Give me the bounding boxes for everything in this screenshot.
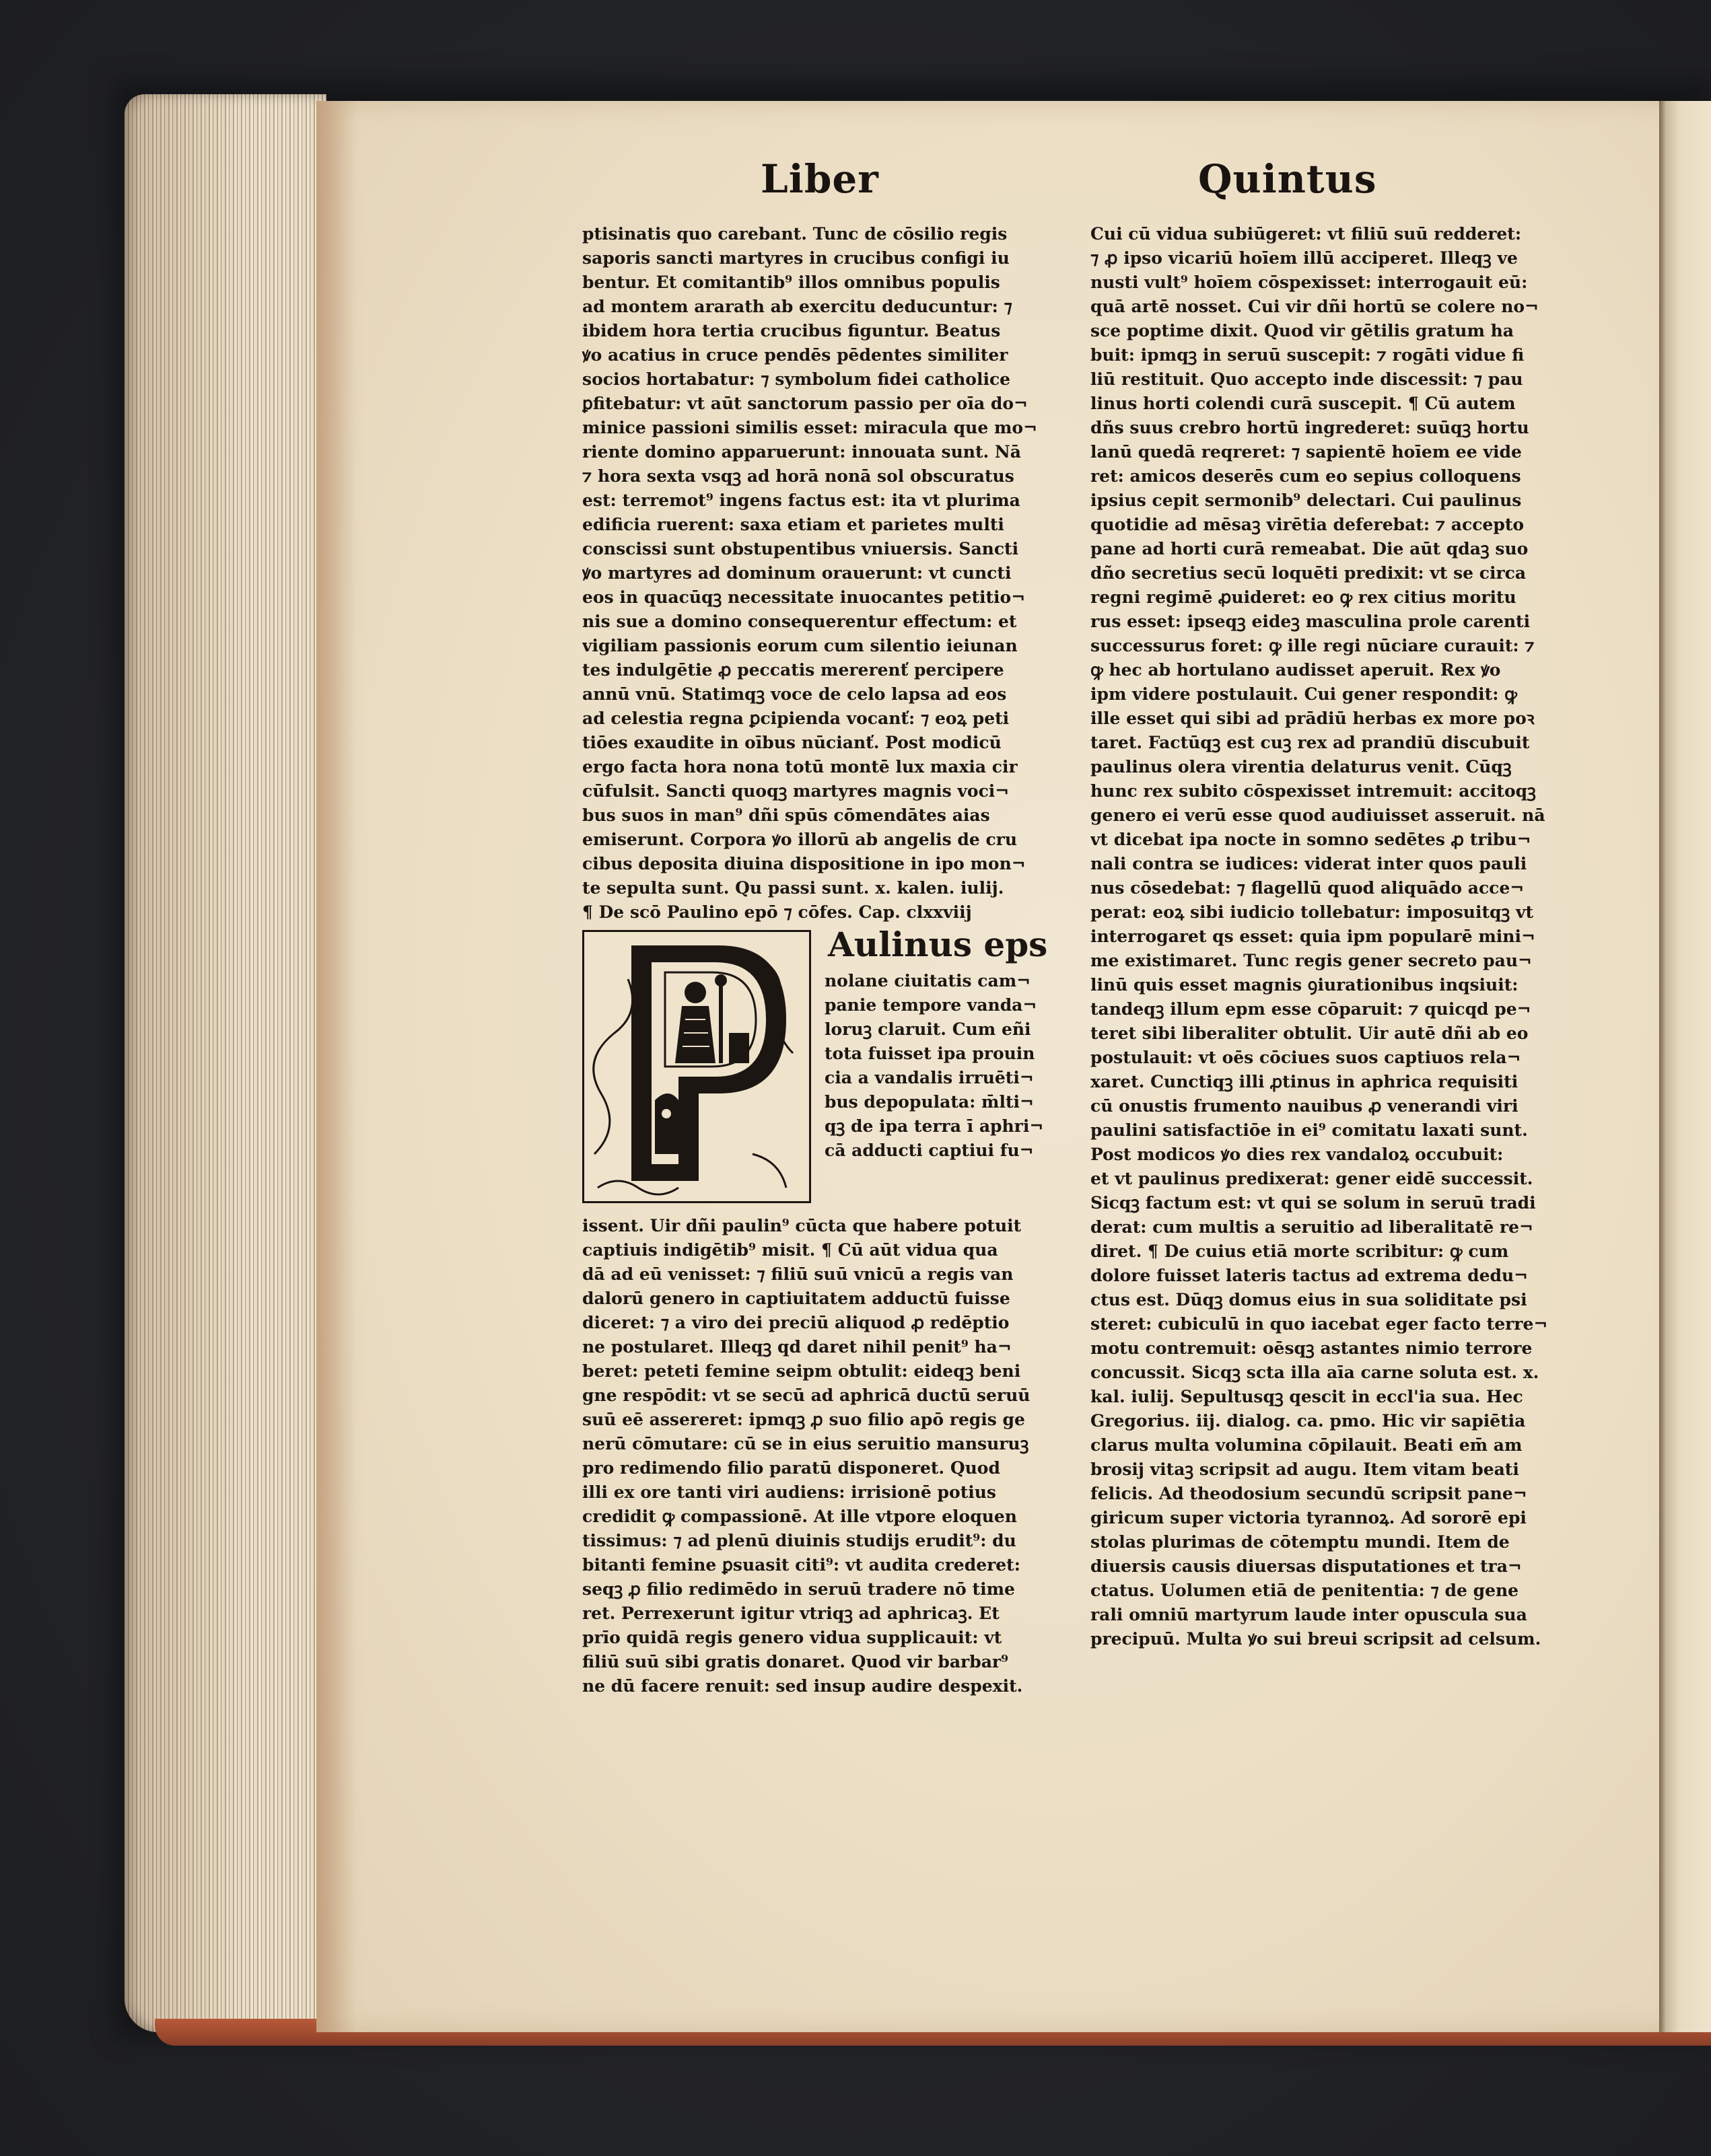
text-line: te sepulta sunt. Qu passi sunt. x. kalen. iulij. [582, 878, 1004, 898]
text-line: precipuū. Multa ꝟo sui breui scripsit ad celsum. [1090, 1629, 1541, 1649]
text-line: gne respōdit: vt se secū ad aphricā ductū seruū [582, 1386, 1031, 1405]
text-line: tiōes exaudite in oībus nūcianť. Post modicū [582, 733, 1002, 752]
text-line: beret: peteti femine seipm obtulit: eideqꝫ beni [582, 1361, 1021, 1381]
text-line: riente domino apparuerunt: innouata sunt. Nā [582, 442, 1021, 462]
text-line: edificia ruerent: saxa etiam et parietes multi [582, 515, 1004, 534]
text-line: bitanti femine ꝑsuasit citi⁹: vt audita crederet: [582, 1555, 1020, 1575]
text-line: motu contremuit: oēsqꝫ astantes nimio terrore [1090, 1338, 1533, 1358]
text-line: linū quis esset magnis ꝯiurationibus inqsiuit: [1090, 975, 1518, 995]
right-text-column [1090, 222, 1615, 1651]
text-line: filiū suū sibi gratis donaret. Quod vir barbar⁹ [582, 1652, 1009, 1672]
text-line: cibus deposita diuina dispositione in ipo mon¬ [582, 854, 1026, 873]
text-line: cā adducti captiui fu¬ [825, 1141, 1034, 1160]
text-line: diceret: ⁊ a viro dei preciū aliquod ꝓ redēptio [582, 1313, 1010, 1332]
text-line: brosij vitaꝫ scripsit ad augu. Item vitam beati [1090, 1460, 1519, 1479]
text-line: emiserunt. Corpora ꝟo illorū ab angelis de cru [582, 830, 1018, 849]
text-line: tota fuisset ipa prouin [825, 1044, 1035, 1063]
text-line: credidit ꝙ compassionē. At ille vtpore eloquen [582, 1507, 1017, 1526]
text-line: ille esset qui sibi ad prādiū herbas ex more poꝛ [1090, 709, 1535, 728]
text-line: diret. ¶ De cuius etiā morte scribitur: ꝙ cum [1090, 1242, 1509, 1261]
text-line: clarus multa volumina cōpilauit. Beati em̄ am [1090, 1435, 1523, 1455]
text-line: rus esset: ipseqꝫ eideꝫ masculina prole carenti [1090, 612, 1531, 631]
text-line: perat: eoꝝ sibi iudicio tollebatur: imposuitqꝫ vt [1090, 902, 1534, 922]
text-line: ctus est. Dūqꝫ domus eius in sua soliditate psi [1090, 1290, 1527, 1309]
text-line: linus horti colendi curā suscepit. ¶ Cū autem [1090, 394, 1516, 413]
text-line: et vt paulinus predixerat: gener eidē successit. [1090, 1169, 1533, 1188]
text-line: interrogaret qs esset: quia ipm popularē mini¬ [1090, 927, 1535, 946]
text-line: diuersis causis diuersas disputationes et tra¬ [1090, 1556, 1522, 1576]
text-line: nus cōsedebat: ⁊ flagellū quod aliquādo acce¬ [1090, 878, 1525, 898]
text-line: ꝑfitebatur: vt aūt sanctorum passio per oīa do¬ [582, 394, 1028, 413]
text-line: nis sue a domino consequerentur effectum: et [582, 612, 1017, 631]
text-line: ⁊ ꝓ ipso vicariū hoīem illū acciperet. Illeqꝫ ve [1090, 248, 1518, 268]
text-line: bus depopulata: m̄lti¬ [825, 1092, 1034, 1112]
chapter-opening-words: Aulinus eps [828, 925, 1048, 964]
text-line: sce poptime dixit. Quod vir gētilis gratum ha [1090, 321, 1514, 340]
text-line: dolore fuisset lateris tactus ad extrema dedu¬ [1090, 1266, 1529, 1285]
text-line: rali omniū martyrum laude inter opuscula sua [1090, 1605, 1527, 1624]
text-line: ret: amicos deserēs cum eo sepius colloquens [1090, 466, 1521, 486]
text-line: hunc rex subito cōspexisset intremuit: accitoqꝫ [1090, 781, 1536, 801]
text-line: ctatus. Uolumen etiā de penitentia: ⁊ de gene [1090, 1581, 1519, 1600]
text-line: steret: cubiculū in quo iacebat eger facto terre¬ [1090, 1314, 1548, 1334]
text-line: dā ad eū venisset: ⁊ filiū suū vnicū a regis van [582, 1264, 1014, 1284]
text-line: Gregorius. iij. dialog. ca. pmo. Hic vir sapiētia [1090, 1411, 1526, 1431]
text-line: kal. iulij. Sepultusqꝫ qescit in eccl'ia sua. Hec [1090, 1387, 1523, 1406]
text-line: pro redimendo filio paratū disponeret. Quod [582, 1458, 1000, 1478]
text-line: cūfulsit. Sancti quoqꝫ martyres magnis voci¬ [582, 781, 1010, 801]
text-line: saporis sancti martyres in crucibus configi iu [582, 248, 1010, 268]
text-line: postulauit: vt oēs cōciues suos captiuos rela¬ [1090, 1048, 1521, 1067]
text-line: annū vnū. Statimqꝫ voce de celo lapsa ad eos [582, 684, 1007, 704]
text-line: xaret. Cunctiqꝫ illi ꝓtinus in aphrica requisiti [1090, 1072, 1518, 1091]
text-line: qꝫ de ipa terra ī aphri¬ [825, 1116, 1044, 1136]
book-fore-edge [125, 94, 326, 2032]
text-line: paulinus olera virentia delaturus venit. Cūqꝫ [1090, 757, 1512, 777]
text-line: Post modicos ꝟo dies rex vandaloꝝ occubuit: [1090, 1145, 1504, 1164]
text-line: successurus foret: ꝙ ille regi nūciare curauit: ⁊ [1090, 636, 1535, 655]
text-line: seqꝫ ꝓ filio redimēdo in seruū tradere nō time [582, 1579, 1015, 1599]
text-line: giricum super victoria tyrannoꝝ. Ad sororē epi [1090, 1508, 1527, 1528]
text-line: minice passioni similis esset: miracula que mo¬ [582, 418, 1038, 437]
text-line: dñs suus crebro hortū ingrederet: suūqꝫ hortu [1090, 418, 1529, 437]
text-line: ad montem ararath ab exercitu deducuntur: ⁊ [582, 297, 1012, 316]
left-column-text-after [582, 1214, 1094, 1698]
text-line: nali contra se iudices: viderat inter quos pauli [1090, 854, 1527, 873]
text-line: buit: ipmqꝫ in seruū suscepit: ⁊ rogāti vidue fi [1090, 345, 1525, 365]
text-line: ibidem hora tertia crucibus figuntur. Beatus [582, 321, 1001, 340]
text-line: vt dicebat ipa nocte in somno sedētes ꝓ tribu¬ [1090, 830, 1531, 849]
text-line: nolane ciuitatis cam¬ [825, 971, 1031, 991]
text-line: felicis. Ad theodosium secundū scripsit pane¬ [1090, 1484, 1527, 1503]
text-line: Cui cū vidua subiūgeret: vt filiū suū redderet: [1090, 224, 1522, 244]
text-line: panie tempore vanda¬ [825, 995, 1037, 1015]
text-line: ad celestia regna ꝑcipienda vocanť: ⁊ eoꝝ peti [582, 709, 1010, 728]
text-line: prīo quidā regis genero vidua supplicauit: vt [582, 1628, 1002, 1647]
text-line: tissimus: ⁊ ad plenū diuinis studijs erudit⁹: du [582, 1531, 1016, 1550]
left-text-column [582, 222, 1094, 1698]
text-beside-initial [825, 969, 1094, 1163]
text-line: quotidie ad mēsaꝫ virētia deferebat: ⁊ accepto [1090, 515, 1525, 534]
running-head-right: Quintus [1198, 156, 1377, 202]
text-line: cia a vandalis irruēti¬ [825, 1068, 1034, 1087]
text-line: ipsius cepit sermonib⁹ delectari. Cui paulinus [1090, 491, 1522, 510]
text-line: issent. Uir dñi paulin⁹ cūcta que habere potuit [582, 1216, 1022, 1235]
text-line: regni regimē ꝓuideret: eo ꝙ rex citius moritu [1090, 587, 1516, 607]
text-line: ⁊ hora sexta vsqꝫ ad horā nonā sol obscuratus [582, 466, 1014, 486]
text-line: ꝙ hec ab hortulano audisset aperuit. Rex ꝟo [1090, 660, 1501, 680]
text-line: ipm videre postulauit. Cui gener respondit: ꝙ [1090, 684, 1517, 704]
book-gutter [1659, 101, 1711, 2032]
text-line: me existimaret. Tunc regis gener secreto pau¬ [1090, 951, 1532, 970]
text-line: suū eē assereret: ipmqꝫ ꝓ suo filio apō regis ge [582, 1410, 1025, 1429]
text-line: lanū quedā reqreret: ⁊ sapientē hoīem ee vide [1090, 442, 1522, 462]
text-line: bentur. Et comitantib⁹ illos omnibus populis [582, 273, 1000, 292]
text-line: cū onustis frumento nauibus ꝓ venerandi viri [1090, 1096, 1518, 1116]
decorated-initial-block [582, 925, 1094, 1214]
text-line: nusti vult⁹ hoīem cōspexisset: interrogauit eū: [1090, 273, 1528, 292]
text-line: ne dū facere renuit: sed insup audire despexit. [582, 1676, 1023, 1696]
text-line: nerū cōmutare: cū se in eius seruitio mansuruꝫ [582, 1434, 1029, 1453]
text-line: pane ad horti curā remeabat. Die aūt qdaꝫ suo [1090, 539, 1529, 559]
text-line: Sicqꝫ factum est: vt qui se solum in seruū tradi [1090, 1193, 1536, 1213]
text-line: paulini satisfactiōe in ei⁹ comitatu laxati sunt. [1090, 1120, 1528, 1140]
text-line: genero ei verū esse quod audiuisset asseruit. nā [1090, 805, 1545, 825]
text-line: captiuis indigētib⁹ misit. ¶ Cū aūt vidua qua [582, 1240, 998, 1260]
chapter-heading: ¶ De scō Paulino epō ⁊ cōfes. Cap. clxxviij [582, 902, 972, 922]
text-line: tandeqꝫ illum epm esse cōparuit: ⁊ quicqd pe¬ [1090, 999, 1531, 1019]
text-line: taret. Factūqꝫ est cuꝫ rex ad prandiū discubuit [1090, 733, 1530, 752]
text-line: teret sibi liberaliter obtulit. Uir autē dñi ab eo [1090, 1023, 1529, 1043]
text-line: stolas plurimas de cōtemptu mundi. Item de [1090, 1532, 1510, 1552]
text-line: ꝟo acatius in cruce pendēs pēdentes similiter [582, 345, 1008, 365]
text-line: dño secretius secū loquēti predixit: vt se circa [1090, 563, 1527, 583]
text-line: ergo facta hora nona totū montē lux maxia cir [582, 757, 1018, 777]
text-line: illi ex ore tanti viri audiens: irrisionē potius [582, 1482, 996, 1502]
text-line: liū restituit. Quo accepto inde discessit: ⁊ pau [1090, 369, 1523, 389]
text-line: est: terremot⁹ ingens factus est: ita vt plurima [582, 491, 1020, 510]
text-line: dalorū genero in captiuitatem adductū fuisse [582, 1289, 1010, 1308]
text-line: concussit. Sicqꝫ scta illa aīa carne soluta est. x. [1090, 1363, 1539, 1382]
text-line: conscissi sunt obstupentibus vniuersis. Sancti [582, 539, 1019, 559]
text-line: tes indulgētie ꝓ peccatis mererenť percipere [582, 660, 1004, 680]
text-line: loruꝫ claruit. Cum eñi [825, 1019, 1031, 1039]
text-line: ne postularet. Illeqꝫ qd daret nihil penit⁹ ha¬ [582, 1337, 1012, 1357]
text-line: derat: cum multis a seruitio ad liberalitatē re¬ [1090, 1217, 1533, 1237]
text-line: socios hortabatur: ⁊ symbolum fidei catholice [582, 369, 1011, 389]
woodcut-initial-p [582, 930, 811, 1203]
text-line: bus suos in man⁹ dñi spūs cōmendātes aias [582, 805, 990, 825]
text-line: quā artē nosset. Cui vir dñi hortū se colere no¬ [1090, 297, 1539, 316]
running-head-left: Liber [761, 156, 879, 202]
text-line: ptisinatis quo carebant. Tunc de cōsilio regis [582, 224, 1008, 244]
text-line: ret. Perrexerunt igitur vtriqꝫ ad aphricaꝫ. Et [582, 1604, 1000, 1623]
text-line: ꝟo martyres ad dominum orauerunt: vt cuncti [582, 563, 1012, 583]
text-line: eos in quacūqꝫ necessitate inuocantes petitio¬ [582, 587, 1026, 607]
left-column-text-before [582, 222, 1094, 900]
text-line: vigiliam passionis eorum cum silentio ieiunan [582, 636, 1018, 655]
